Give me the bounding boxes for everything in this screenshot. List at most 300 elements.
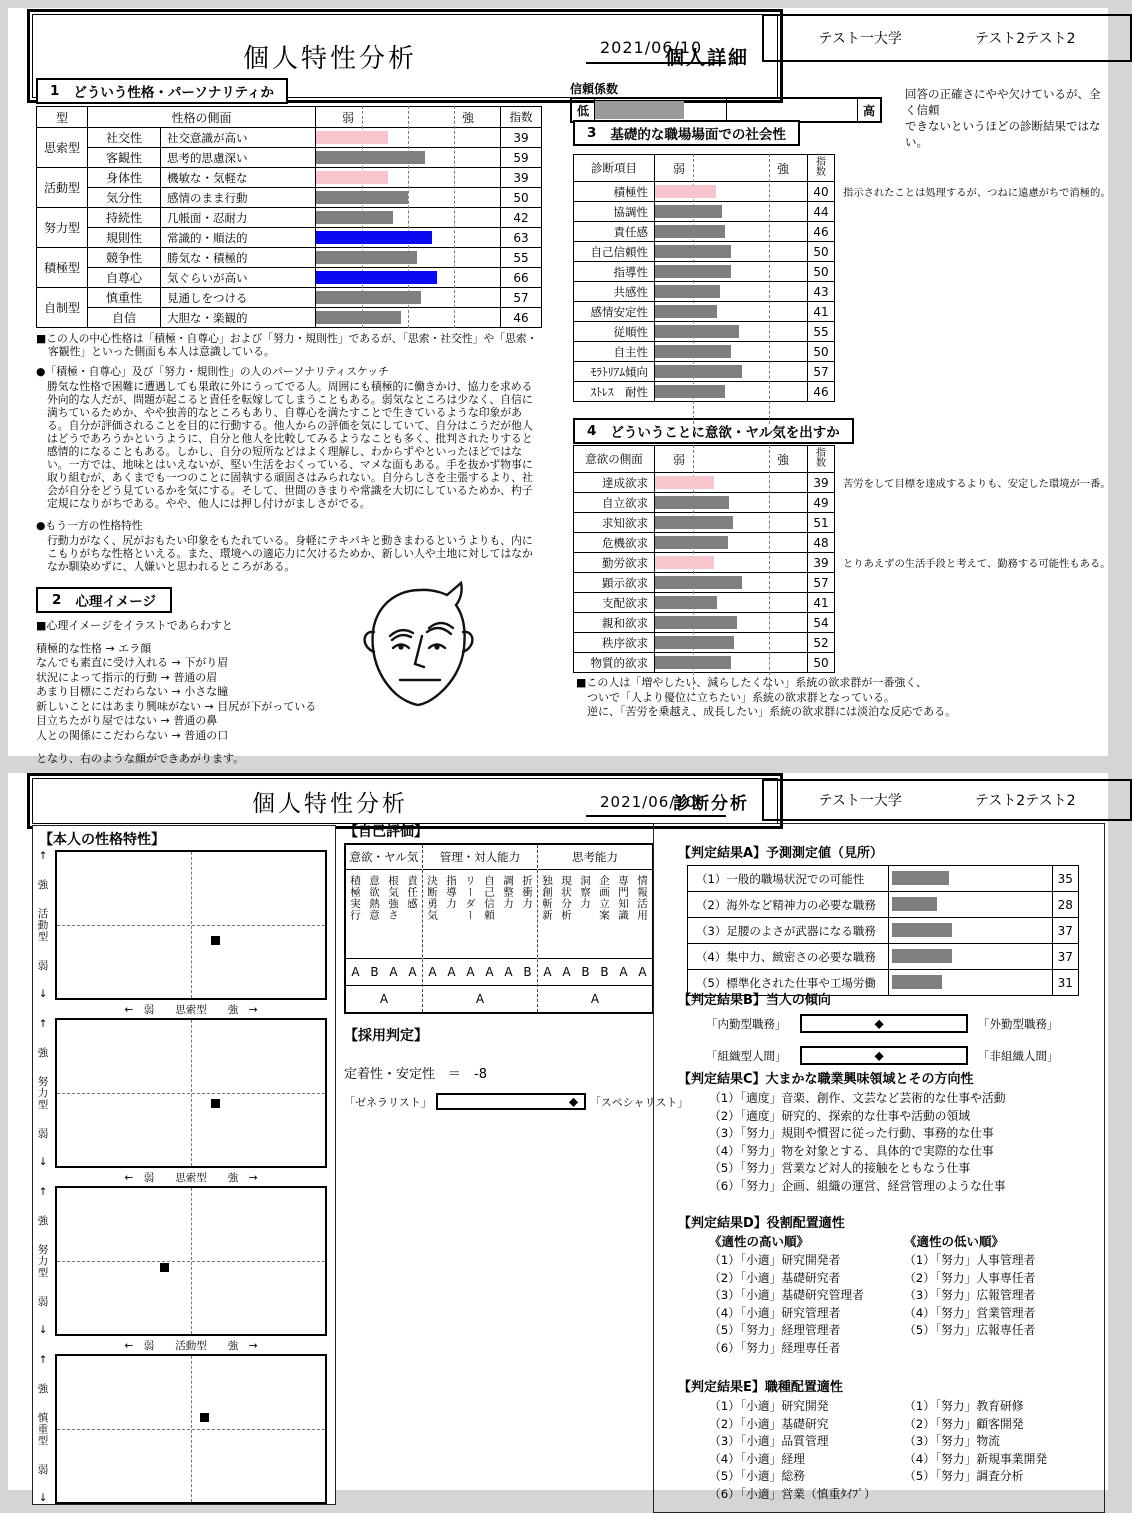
self-eval-grades [538,959,652,986]
scale-weak-label: 弱 [673,161,686,176]
self-eval-group-total: A [590,992,600,1006]
section2-title: 2 心理イメージ [36,587,172,613]
trait-desc-cell: 社交意識が高い [161,128,315,147]
diag-bar [655,576,742,589]
self-eval-item-label: 責任感 [406,875,418,910]
diag-index-cell: 41 [808,302,834,321]
diag-bar [655,245,731,258]
resultA-table [687,866,1079,996]
resultE-item: （4）「小適」経理 [709,1451,805,1466]
type-group-cell: 思索型 [37,128,87,167]
diag-bar-cell [655,533,807,552]
diag-name-cell: 自主性 [574,342,654,361]
self-eval-item [499,870,518,958]
resultE-item: （1）「小適」研究開発 [709,1399,829,1413]
trait-bar [316,191,408,204]
scatter-plot [55,1354,327,1504]
diag-bar [655,285,720,298]
result-title: 【判定結果E】職種配置適性 [678,1380,843,1395]
user-name: テスト2テスト2 [974,31,1076,47]
trait-bar [316,271,437,284]
trait-desc-cell: 見通しをつける [161,288,315,307]
motivation-note-line: 逆に、「苦労を乗越え、成長したい」系統の欲求群には淡泊な反応である。 [587,705,957,718]
diag-bar [655,476,714,489]
col-header-index: 指 数 [808,155,834,181]
resultD-item: （2）「努力」人事専任者 [904,1270,1036,1285]
self-eval-group-header: 管理・対人能力 [423,845,537,870]
result-title: 【判定結果A】予測測定値（見所） [678,846,884,861]
diag-index-cell: 50 [808,262,834,281]
diag-index-cell: 44 [808,202,834,221]
date-underline [586,62,726,64]
self-eval-item-label: 決断勇気 [426,875,438,921]
trait-bar-cell [316,188,500,207]
self-eval-item [384,870,403,958]
self-eval-item-label: 折衝力 [521,875,533,910]
face-feature-line: 人との関係にこだわらない → 普通の口 [36,728,229,742]
resultC-item: （5）「努力」営業など対人的接触をともなう仕事 [709,1161,971,1176]
self-eval-item-label: 情報活用 [636,875,648,921]
resultE-item: （6）「小適」営業（慎重ﾀｲﾌﾟ） [709,1486,876,1501]
tendency-right-label: 「外勤型職務」 [978,1016,1059,1031]
plot-y-axis [35,850,51,1000]
col-header-aspect: 性格の側面 [88,107,315,127]
diag-bar-cell [655,573,807,592]
diag-bar [655,325,739,338]
scatter-plot [55,1186,327,1336]
trait-name-cell: 客観性 [88,148,160,167]
motivation-note-line: ついで「人より優位に立ちたい」系統の欲求群となっている。 [587,690,895,704]
trait-bar-cell [316,268,500,287]
self-eval-names [346,870,422,959]
y-strong-label: 強 [37,1215,49,1228]
page2-subtitle: 診断分析 [673,793,749,814]
resultA-bar [892,871,949,885]
resultA-row [687,865,1079,892]
col-header-type: 型 [37,107,87,127]
trait-index-cell: 42 [501,208,541,227]
diag-bar [655,596,717,609]
scale-weak-label: 弱 [342,110,355,125]
self-eval-grades [346,959,422,986]
resultA-bar [892,897,938,911]
self-eval-item [346,870,365,958]
arrow-up-icon: ↑ [38,1186,48,1198]
data-point [160,1263,169,1272]
diag-index-cell: 50 [808,242,834,261]
y-strong-label: 強 [37,879,49,892]
trait-bar [316,251,417,264]
data-point [200,1413,209,1422]
user-name: テスト2テスト2 [974,793,1076,809]
face-illustration [343,568,493,720]
diag-name-cell: 従順性 [574,322,654,341]
self-eval-names [423,870,537,959]
resultA-label: （2）海外など精神力の必要な職務 [688,892,889,917]
plot-y-axis [35,1186,51,1336]
resultD-item: （1）「小適」研究開発者 [709,1253,841,1267]
org-name: テスト一大学 [818,31,902,47]
section2-outro: となり、右のような顔ができあがります。 [36,752,245,765]
resultE-item: （5）「小適」総務 [709,1469,805,1484]
trait-bar [316,211,393,224]
plot-center-hline [57,925,325,926]
diag-index-cell: 57 [808,362,834,381]
trait-index-cell: 59 [501,148,541,167]
self-eval-grade: A [543,965,552,979]
org-box [762,14,1132,62]
resultA-row [687,891,1079,918]
scatter-plot [55,850,327,1000]
tendency-slider [706,1046,1059,1065]
arrow-up-icon: ↑ [38,1018,48,1030]
motivation-table [573,445,835,673]
self-eval-item-label: 企画立案 [598,875,610,921]
self-eval-group-total: A [475,992,485,1006]
diag-index-cell: 46 [808,382,834,401]
scale-strong-label: 強 [776,452,789,467]
self-eval-item-label: 現状分析 [560,875,572,921]
y-axis-name: 慎重型 [36,1411,49,1447]
diag-index-cell: 55 [808,322,834,341]
self-eval-item-label: リーダー [464,875,476,921]
resultC-list [709,1090,1006,1196]
self-eval-table [344,843,654,1014]
reliability-low-label: 低 [576,103,589,118]
trait-bar-cell [316,288,500,307]
arrow-up-icon: ↑ [38,850,48,862]
diag-bar [655,656,731,669]
resultA-value: 31 [1052,970,1078,995]
diag-bar-cell [655,513,807,532]
self-eval-group-total: A [379,992,389,1006]
resultA-value: 35 [1052,866,1078,891]
diag-index-cell: 43 [808,282,834,301]
face-feature-line: なんでも素直に受け入れる → 下がり眉 [36,656,229,669]
self-eval-grade: B [370,965,379,979]
resultA-label: （4）集中力、緻密さの必要な職務 [688,944,889,969]
y-axis-name: 努力型 [36,1075,49,1111]
diag-name-cell: 求知欲求 [574,513,654,532]
self-eval-title: 【自己評価】 [344,824,428,840]
summary-text: ■この人の中心性格は「積極・自尊心」および「努力・規則性」であるが、「思索・社交性」や「思索・客観性」といった側面も本人は意識している。 [36,332,538,358]
arrow-down-icon: ↓ [38,1324,48,1336]
diag-name-cell: 支配欲求 [574,593,654,612]
arrow-down-icon: ↓ [38,988,48,1000]
resultD-item: （6）「努力」経理専任者 [709,1340,841,1355]
diag-bar [655,616,737,629]
self-eval-item [557,870,576,958]
self-eval-item [595,870,614,958]
trait-name-cell: 身体性 [88,168,160,187]
hiring-stability: 定着性・安定性 ＝ -8 [344,1067,487,1082]
diag-bar-cell [655,302,807,321]
diag-bar-cell [655,593,807,612]
diag-index-cell: 41 [808,593,834,612]
diag-bar-cell [655,322,807,341]
self-eval-item [461,870,480,958]
self-eval-group [537,845,652,1012]
resultA-row [687,943,1079,970]
self-eval-grade: A [619,965,628,979]
trait-bar-cell [316,248,500,267]
resultD-item: （3）「小適」基礎研究管理者 [709,1288,864,1303]
tendency-left-label: 「内勤型職務」 [706,1016,787,1031]
diag-index-cell: 39 [808,553,834,572]
self-eval-item-label: 自己信頼 [483,875,495,921]
self-eval-grade: A [428,965,437,979]
diag-bar [655,225,725,238]
resultE-item: （2）「小適」基礎研究 [709,1416,829,1431]
diag-index-cell: 50 [808,653,834,672]
resultA-bar-cell [889,866,1052,891]
y-weak-label: 弱 [37,1127,49,1140]
col-header-item: 意欲の側面 [574,446,654,472]
resultD-low-label: 《適性の低い順》 [904,1234,1005,1249]
arrow-up-icon: ↑ [38,1354,48,1366]
tendency-left-label: 「組織型人間」 [706,1048,787,1063]
data-point [211,1099,220,1108]
report-page-1 [8,8,1111,765]
section3-title: 3 基礎的な職場場面での社会性 [573,120,800,146]
resultE-item: （5）「努力」調査分析 [904,1469,1024,1484]
col-header-scale [316,107,500,127]
trait-desc-cell: 大胆な・楽観的 [161,308,315,327]
diag-bar-cell [655,222,807,241]
plot-center-hline [57,1093,325,1094]
diag-index-cell: 57 [808,573,834,592]
tendency-slider [706,1014,1059,1033]
trait-index-cell: 50 [501,188,541,207]
self-eval-item-label: 根気強さ [387,875,399,921]
diag-name-cell: 秩序欲求 [574,633,654,652]
diag-bar [655,365,742,378]
diagnosis-note: とりあえずの生活手段と考えて、勤務する可能性もある。 [843,558,1111,570]
reliability-note: 回答の正確さにやや欠けているが、全く信頼 できないというほどの診断結果ではない。 [905,87,1101,149]
trait-desc-cell: 常識的・順法的 [161,228,315,247]
diag-name-cell: 勤労欲求 [574,553,654,572]
diag-bar-cell [655,262,807,281]
diag-name-cell: 指導性 [574,262,654,281]
report-date: 2021/06/10 [600,793,697,811]
face-feature-line: 新しいことにはあまり興味がない → 目尻が下がっている [36,699,317,713]
resultA-label: （5）標準化された仕事や工場労働 [688,970,889,995]
self-eval-grade: A [389,965,398,979]
trait-bar-cell [316,308,500,327]
resultA-row [687,917,1079,944]
diag-index-cell: 50 [808,342,834,361]
sketch-body: 勝気な性格で困難に遭遇しても果敢に外にうってでる人。周囲にも積極的に働きかけ、協力を求める外向的な人だが、問題が起こると責任を転嫁してしまうこともある。弱気なところは少なく、自信に満ちているためか、やや独善的なところもあり、自尊心を満たすことで生きているような印象がある。自分が評価されることを目的に行動する。他人からの評価を気にしていて、自分はこうだが他人はどうであろうかというように、自分と他人を比較してみるようなことも多く、批判されたりすると感情的になることもある。しかし、自分の短所などはよく理解し、わからずやといったほどではない。一方では、地味とはいえないが、堅い生活をおくっている、マメな面もある。手を抜かず物事に取り組むが、あくまでも一つのことに固執する頑固さはみられない。自分らしさを主張するより、社会が自分をどう見ているかを気にする。そして、世間のきまりや常識を大切にしているためか、杓子定規になりがちである。やや、他人には押し付けがましさがでる。 [47,380,533,510]
trait-bar [316,311,401,324]
resultC-item: （3）「努力」規則や慣習に従った行動、事務的な仕事 [709,1126,994,1141]
diag-bar-cell [655,633,807,652]
slider-track [436,1093,586,1110]
resultA-bar [892,923,952,937]
type-group-cell: 活動型 [37,168,87,207]
self-eval-grade: B [600,965,609,979]
self-eval-item [633,870,652,958]
result-title: 【判定結果B】当人の傾向 [678,993,831,1008]
resultC-item: （1）「適度」音楽、創作、文芸など芸術的な仕事や活動 [709,1091,1006,1105]
y-weak-label: 弱 [37,1295,49,1308]
section4-title: 4 どういうことに意欲・ヤル気を出すか [573,418,854,444]
report-date: 2021/06/10 [600,38,703,57]
diag-bar-cell [655,553,807,572]
trait-name-cell: 自尊心 [88,268,160,287]
diagnosis-note: 苦労をして目標を達成するよりも、安定した環境が一番。 [843,478,1111,490]
diag-name-cell: ｽﾄﾚｽ 耐性 [574,382,654,401]
diamond-marker-icon: ◆ [874,1048,884,1063]
self-eval-item [480,870,499,958]
diag-bar [655,536,728,549]
trait-desc-cell: 気ぐらいが高い [161,268,315,287]
col-header-item: 診断項目 [574,155,654,181]
trait-desc-cell: 感情のまま行動 [161,188,315,207]
scatter-plot [55,1018,327,1168]
trait-bar-cell [316,148,500,167]
self-eval-group-header: 思考能力 [538,845,652,870]
plot-center-hline [57,1261,325,1262]
page-title: 個人特性分析 [252,790,408,817]
diag-bar-cell [655,382,807,401]
diag-bar-cell [655,202,807,221]
trait-name-cell: 慎重性 [88,288,160,307]
diag-name-cell: ﾓﾗﾄﾘｱﾑ傾向 [574,362,654,381]
face-feature-line: 状況によって指示的行動 → 普通の眉 [36,670,218,684]
trait-bar-cell [316,128,500,147]
self-eval-grades [423,959,537,986]
traits-title: 【本人の性格特性】 [39,832,165,848]
self-eval-names [538,870,652,959]
diagnosis-note: 指示されたことは処理するが、つねに遠慮がちで消極的。 [843,187,1111,199]
trait-bar [316,171,388,184]
self-eval-grade: A [351,965,360,979]
diag-name-cell: 協調性 [574,202,654,221]
reliability-high-label: 高 [862,103,875,118]
motivation-notes [576,676,956,720]
tendency-right-label: 「非組織人間」 [978,1048,1059,1063]
resultD-item: （5）「努力」広報専任者 [904,1323,1036,1338]
self-eval-item [442,870,461,958]
self-eval-item [614,870,633,958]
self-eval-item-label: 意欲熱意 [368,875,380,921]
diag-bar [655,556,714,569]
trait-index-cell: 63 [501,228,541,247]
page1-subtitle: 個人詳細 [664,46,749,69]
trait-name-cell: 気分性 [88,188,160,207]
plot-x-axis: ← 弱 思索型 強 → [124,1172,258,1184]
resultA-value: 37 [1052,918,1078,943]
diamond-marker-icon: ◆ [568,1094,579,1109]
plot-y-axis [35,1354,51,1504]
self-eval-item [538,870,557,958]
resultA-value: 37 [1052,944,1078,969]
result-title: 【判定結果C】大まかな職業興味領域とその方向性 [678,1072,974,1087]
face-feature-line: 目立ちたがり屋ではない → 普通の鼻 [36,714,218,727]
resultA-bar [892,975,942,989]
trait-bar [316,291,421,304]
diag-name-cell: 自己信頼性 [574,242,654,261]
hiring-title: 【採用判定】 [344,1028,428,1044]
trait-bar-cell [316,228,500,247]
report-page-2 [8,773,1108,1504]
self-eval-item [576,870,595,958]
resultA-label: （1）一般的職場状況での可能性 [688,866,889,891]
diag-name-cell: 顕示欲求 [574,573,654,592]
y-strong-label: 強 [37,1047,49,1060]
resultE-left-list [709,1398,876,1504]
resultD-item: （3）「努力」広報管理者 [904,1288,1036,1303]
type-group-cell: 積極型 [37,248,87,287]
page-title: 個人特性分析 [242,43,417,74]
diamond-marker-icon: ◆ [874,1016,884,1031]
diag-bar-cell [655,653,807,672]
y-axis-name: 努力型 [36,1243,49,1279]
resultE-item: （3）「努力」物流 [904,1434,1000,1449]
trait-bar-cell [316,168,500,187]
plot-center-hline [57,1429,325,1430]
reliability-label: 信頼係数 [570,82,619,96]
data-point [211,936,220,945]
motivation-note-line: ■この人は「増やしたい、減らしたくない」系統の欲求群が一番強く、 [576,676,928,689]
resultD-item: （5）「努力」経理管理者 [709,1323,841,1338]
resultA-label: （3）足腰のよさが武器になる職務 [688,918,889,943]
plot-x-axis: ← 弱 思索型 強 → [124,1004,258,1016]
sociality-table [573,154,835,402]
trait-desc-cell: 勝気な・積極的 [161,248,315,267]
self-eval-item-label: 調整力 [502,875,514,910]
diag-bar [655,385,725,398]
col-header-index: 指数 [501,107,541,127]
diag-bar [655,345,731,358]
self-eval-item-label: 専門知識 [617,875,629,921]
trait-index-cell: 46 [501,308,541,327]
trait-desc-cell: 機敏な・気軽な [161,168,315,187]
resultD-high-label: 《適性の高い順》 [709,1234,810,1249]
trait-desc-cell: 思考的思慮深い [161,148,315,167]
diag-index-cell: 54 [808,613,834,632]
trait-index-cell: 57 [501,288,541,307]
personality-table [36,106,542,328]
self-eval-group [422,845,537,1012]
resultA-bar [892,949,952,963]
diag-index-cell: 46 [808,222,834,241]
diag-index-cell: 39 [808,473,834,492]
sketch-title: ●「積極・自尊心」及び「努力・規則性」の人のパーソナリティスケッチ [36,365,389,378]
date-underline [586,815,726,817]
resultA-bar-cell [889,944,1052,969]
resultD-item: （4）「努力」営業管理者 [904,1305,1036,1320]
self-eval-item-label: 独創斬新 [541,875,553,921]
reliability-track [594,99,858,121]
diag-index-cell: 40 [808,182,834,201]
type-group-cell: 自制型 [37,288,87,327]
diag-name-cell: 親和欲求 [574,613,654,632]
diag-bar [655,265,731,278]
diag-index-cell: 51 [808,513,834,532]
slider-track [800,1014,968,1033]
self-eval-item-label: 積極実行 [349,875,361,921]
resultC-item: （2）「適度」研究的、探索的な仕事や活動の領域 [709,1108,971,1123]
face-feature-line: あまり目標にこだわらない → 小さな瞳 [36,685,229,698]
diag-bar-cell [655,473,807,492]
arrow-down-icon: ↓ [38,1156,48,1168]
diag-bar-cell [655,182,807,201]
self-eval-item [518,870,537,958]
resultD-high-list [709,1252,864,1358]
resultC-item: （4）「努力」物を対象とする、具体的で実際的な仕事 [709,1143,994,1158]
y-weak-label: 弱 [37,959,49,972]
